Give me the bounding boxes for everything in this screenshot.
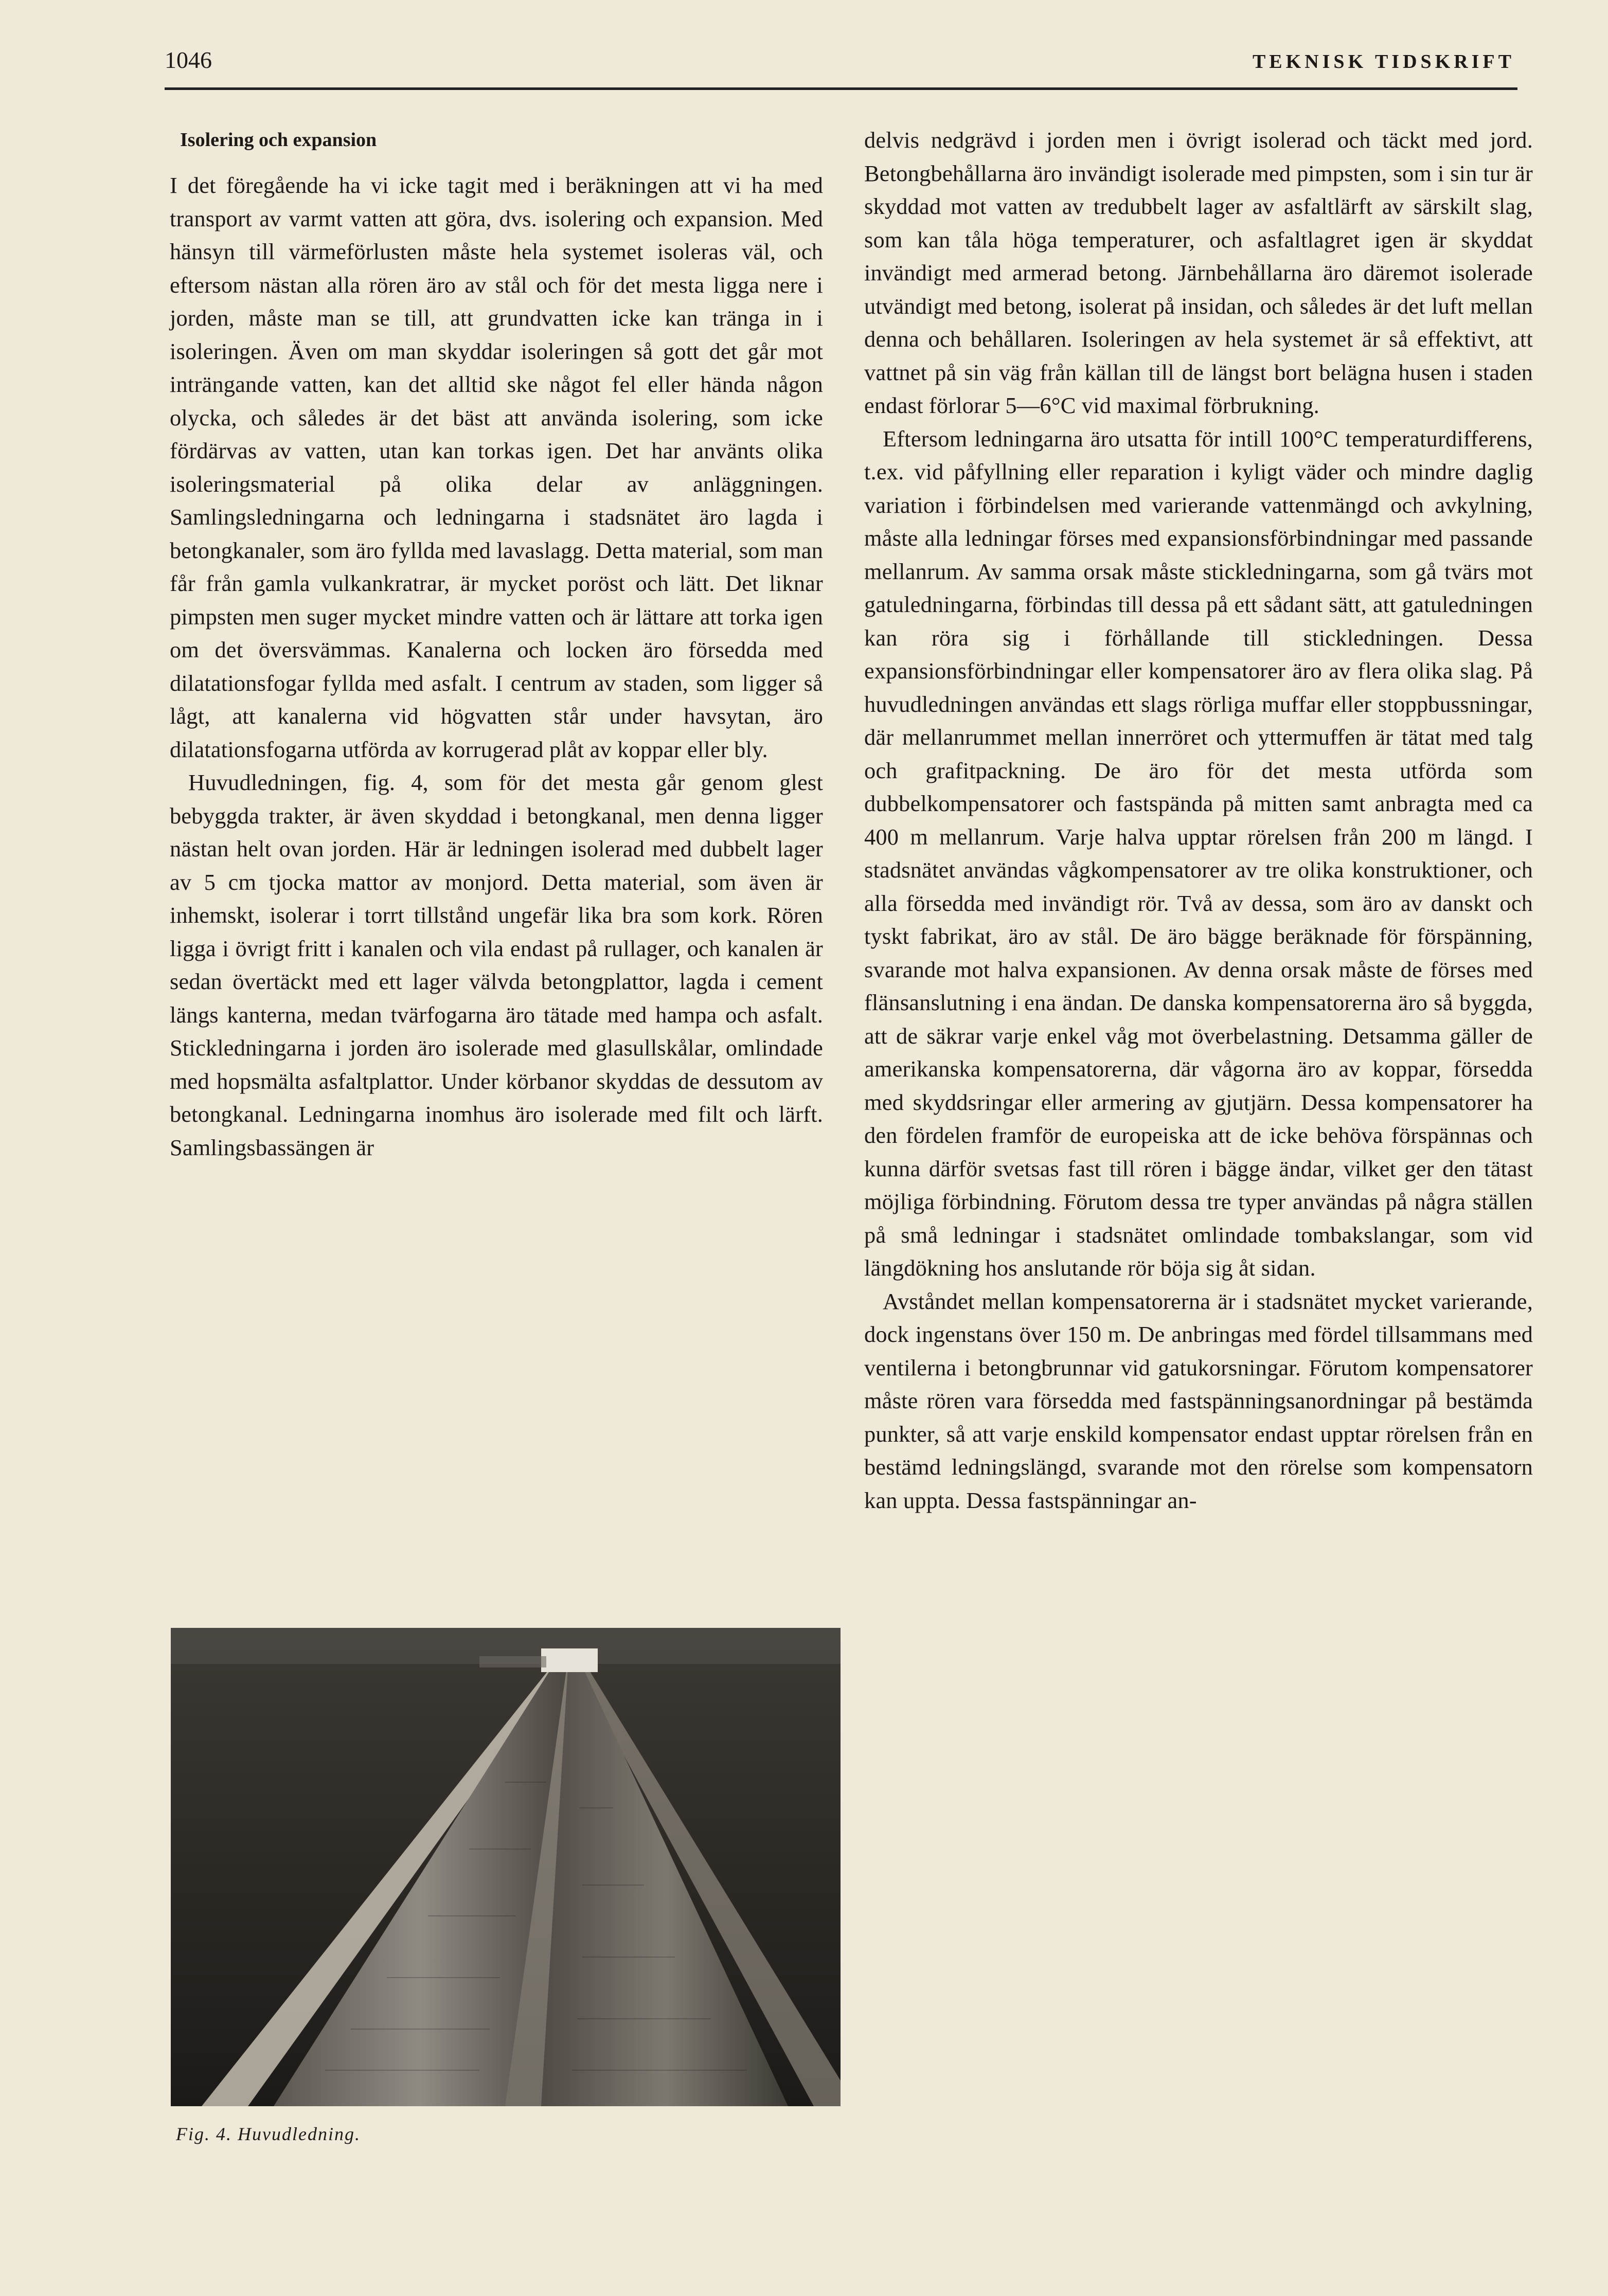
- paragraph: Huvudledningen, fig. 4, som för det mesta går genom glest bebyggda trakter, är även skyddad i betongkanal, men denna ligger nästan helt ovan jorden. Här är ledningen isolerad med dubbelt lager av 5 cm tjocka mattor av monjord. Detta material, som även är inhemskt, isolerar i torrt tillstånd ungefär lika bra som kork. Rören ligga i övrigt fritt i kanalen och vila endast på rullager, och kanalen är sedan övertäckt med ett lager välvda betongplattor, lagda i cement längs kanterna, medan tvärfogarna äro tätade med hampa och asfalt. Stickledningarna i jorden äro isolerade med glasullskålar, omlindade med hopsmälta asfaltplattor. Under körbanor skyddas de dessutom av betongkanal. Ledningarna inomhus äro isolerade med filt och lärft. Samlingsbassängen är: [170, 769, 823, 1160]
- left-column: [170, 123, 823, 1164]
- journal-title: TEKNISK TIDSKRIFT: [1252, 51, 1515, 73]
- paragraph: Eftersom ledningarna äro utsatta för intill 100°C temperaturdifferens, t.ex. vid påfyllning eller reparation i kyligt väder och mindre daglig variation i förbindelsen med varierande vattenmängd och avkylning, måste alla ledningar förses med expansionsförbindningar med passande mellanrum. Av samma orsak måste stickledningarna, som gå tvärs mot gatuledningarna, förbindas till dessa på ett sådant sätt, att gatuledningen kan röra sig i förhållande till stickledningen. Dessa expansionsförbindningar eller kompensatorer äro av flera olika slag. På huvudledningen användas ett slags rörliga muffar eller stoppbussningar, där mellanrummet mellan innerröret och yttermuffen är tätat med talg och grafitpackning. De äro för det mesta utförda som dubbelkompensatorer och fastspända på mitten samt anbragta med ca 400 m mellanrum. Varje halva upptar rörelsen från 200 m längd. I stadsnätet användas vågkompensatorer av tre olika konstruktioner, och alla försedda med invändigt rör. Två av dessa, som äro av danskt och tyskt fabrikat, äro av stål. De äro bägge beräknade för förspänning, svarande mot halva expansionen. Av denna orsak måste de förses med flänsanslutning i ena ändan. De danska kompensatorerna äro så byggda, att de säkrar varje enkel våg mot överbelastning. Detsamma gäller de amerikanska kompensatorerna, där vågorna äro av koppar, försedda med skyddsringar eller armering av gjutjärn. Dessa kompensatorer ha den fördelen framför de europeiska att de icke behöva förspännas och kunna därför svetsas fast till rören i bägge ändar, vilket ger den tätast möjliga förbindning. Förutom dessa tre typer användas på några ställen på små ledningar i stadsnätet omlindade tombakslangar, som vid längdökning hos anslutande rör böja sig åt sidan.: [864, 425, 1533, 1281]
- page-number: 1046: [165, 47, 212, 73]
- paragraph: Avståndet mellan kompensatorerna är i stadsnätet mycket varierande, dock ingenstans över 150 m. De anbringas med fördel tillsammans med ventilerna i betongbrunnar vid gatukorsningar. Förutom kompensatorer måste rören vara försedda med fastspänningsanordningar på bestämda punkter, så att varje enskild kompensator endast upptar rörelsen från en bestämd ledningslängd, svarande mot den rörelse som kompensatorn kan uppta. Dessa fastspänningar an-: [864, 1288, 1533, 1513]
- figure-photo: [171, 1628, 841, 2106]
- pipeline-photo-illustration: [171, 1628, 841, 2106]
- page-header: [165, 41, 1515, 87]
- section-heading: Isolering och expansion: [180, 129, 377, 151]
- paragraph: delvis nedgrävd i jorden men i övrigt isolerad och täckt med jord. Betongbehållarna äro invändigt isolerade med pimpsten, som i sin tur är skyddad mot vatten av tredubbelt lager av asfaltlärft av särskilt slag, som kan tåla höga temperaturer, och asfaltlagret igen är skyddat invändigt med armerad betong. Järnbehållarna äro däremot isolerade utvändigt med betong, isolerat på insidan, och således är det luft mellan denna och behållaren. Isoleringen av hela systemet är så effektivt, att vattnet på sin väg från källan till de längst bort belägna husen i staden endast förlorar 5—6°C vid maximal förbrukning.: [864, 127, 1533, 418]
- paragraph: I det föregående ha vi icke tagit med i beräkningen att vi ha med transport av varmt vatten att göra, dvs. isolering och expansion. Med hänsyn till värmeförlusten måste hela systemet isoleras väl, och eftersom nästan alla rören äro av stål och för det mesta ligga nere i jorden, måste man se till, att grundvatten icke kan tränga in i isoleringen. Även om man skyddar isoleringen så gott det går mot inträngande vatten, kan det alltid ske något fel eller hända någon olycka, och således är det bäst att använda isolering, som icke fördärvas av vatten, utan kan torkas igen. Det har använts olika isoleringsmaterial på olika delar av anläggningen. Samlingsledningarna och ledningarna i stadsnätet äro lagda i betongkanaler, som äro fyllda med lavaslagg. Detta material, som man får från gamla vulkankratrar, är mycket poröst och lätt. Det liknar pimpsten men suger mycket mindre vatten och är lättare att torka igen om det översvämmas. Kanalerna och locken äro försedda med dilatationsfogar fyllda med asfalt. I centrum av staden, som ligger så lågt, att kanalerna vid högvatten står under havsytan, äro dilatationsfogarna utförda av korrugerad plåt av koppar eller bly.: [170, 172, 823, 762]
- header-rule: [165, 87, 1517, 90]
- right-column: [864, 123, 1533, 1517]
- figure-caption: Fig. 4. Huvudledning.: [176, 2124, 361, 2144]
